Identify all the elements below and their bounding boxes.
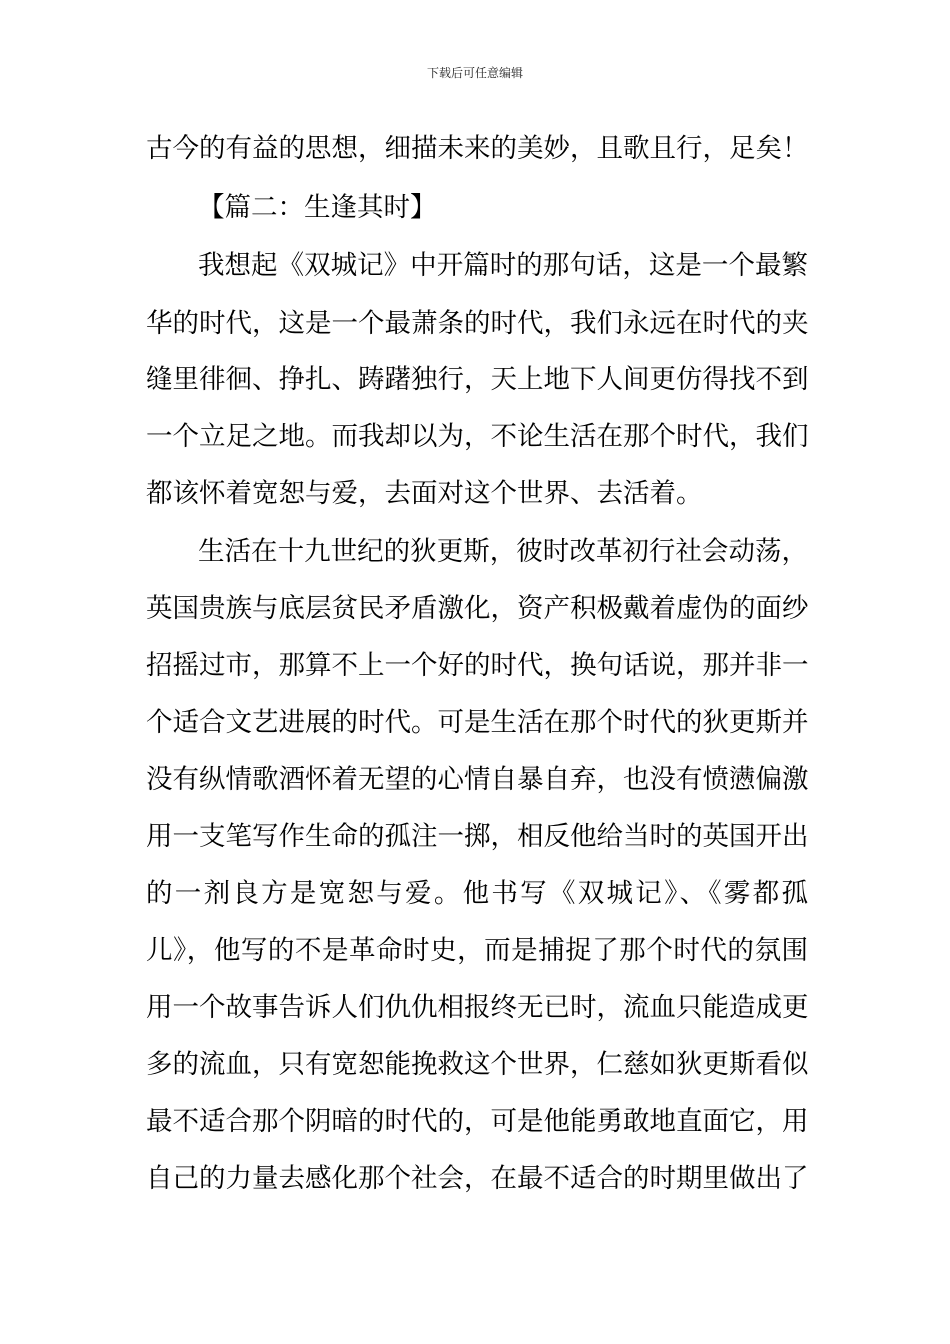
text-line: 最不适合那个阴暗的时代的，可是他能勇敢地直面它，用 — [146, 1106, 809, 1137]
page-header: 下载后可任意编辑 — [426, 66, 523, 80]
text-line: 自己的力量去感化那个社会，在最不适合的时期里做出了 — [146, 1163, 809, 1194]
text-line: 华的时代，这是一个最萧条的时代，我们永远在时代的夹 — [146, 308, 809, 339]
text-line: 都该怀着宽恕与爱，去面对这个世界、去活着。 — [146, 478, 703, 509]
text-line: 招摇过市，那算不上一个好的时代，换句话说，那并非一 — [146, 650, 809, 681]
text-line: 多的流血，只有宽恕能挽救这个世界，仁慈如狄更斯看似 — [146, 1049, 809, 1080]
text-line: 生活在十九世纪的狄更斯，彼时改革初行社会动荡， — [198, 536, 808, 567]
text-line: 儿》，他写的不是革命时史，而是捕捉了那个时代的氛围 — [146, 935, 808, 966]
text-line: 没有纵情歌酒怀着无望的心情自暴自弃，也没有愤懑偏激 — [146, 764, 809, 795]
text-line: 缝里徘徊、挣扎、踌躇独行，天上地下人间更仿得找不到 — [146, 364, 809, 395]
text-line: 用一个故事告诉人们仇仇相报终无已时，流血只能造成更 — [146, 992, 809, 1023]
text-line: 的一剂良方是宽恕与爱。他书写《双城记》、《雾都孤 — [146, 878, 808, 909]
text-line: 古今的有益的思想，细描未来的美妙，且歌且行，足矣！ — [146, 133, 809, 164]
text-line: 英国贵族与底层贫民矛盾激化，资产积极戴着虚伪的面纱 — [146, 593, 809, 624]
section-heading: 【篇二：生逢其时】 — [198, 192, 437, 223]
text-line: 用一支笔写作生命的孤注一掷，相反他给当时的英国开出 — [146, 821, 809, 852]
text-line: 一个立足之地。而我却以为，不论生活在那个时代，我们 — [146, 421, 809, 452]
text-line: 个适合文艺进展的时代。可是生活在那个时代的狄更斯并 — [146, 707, 809, 738]
text-line: 我想起《双城记》中开篇时的那句话，这是一个最繁 — [198, 250, 808, 281]
